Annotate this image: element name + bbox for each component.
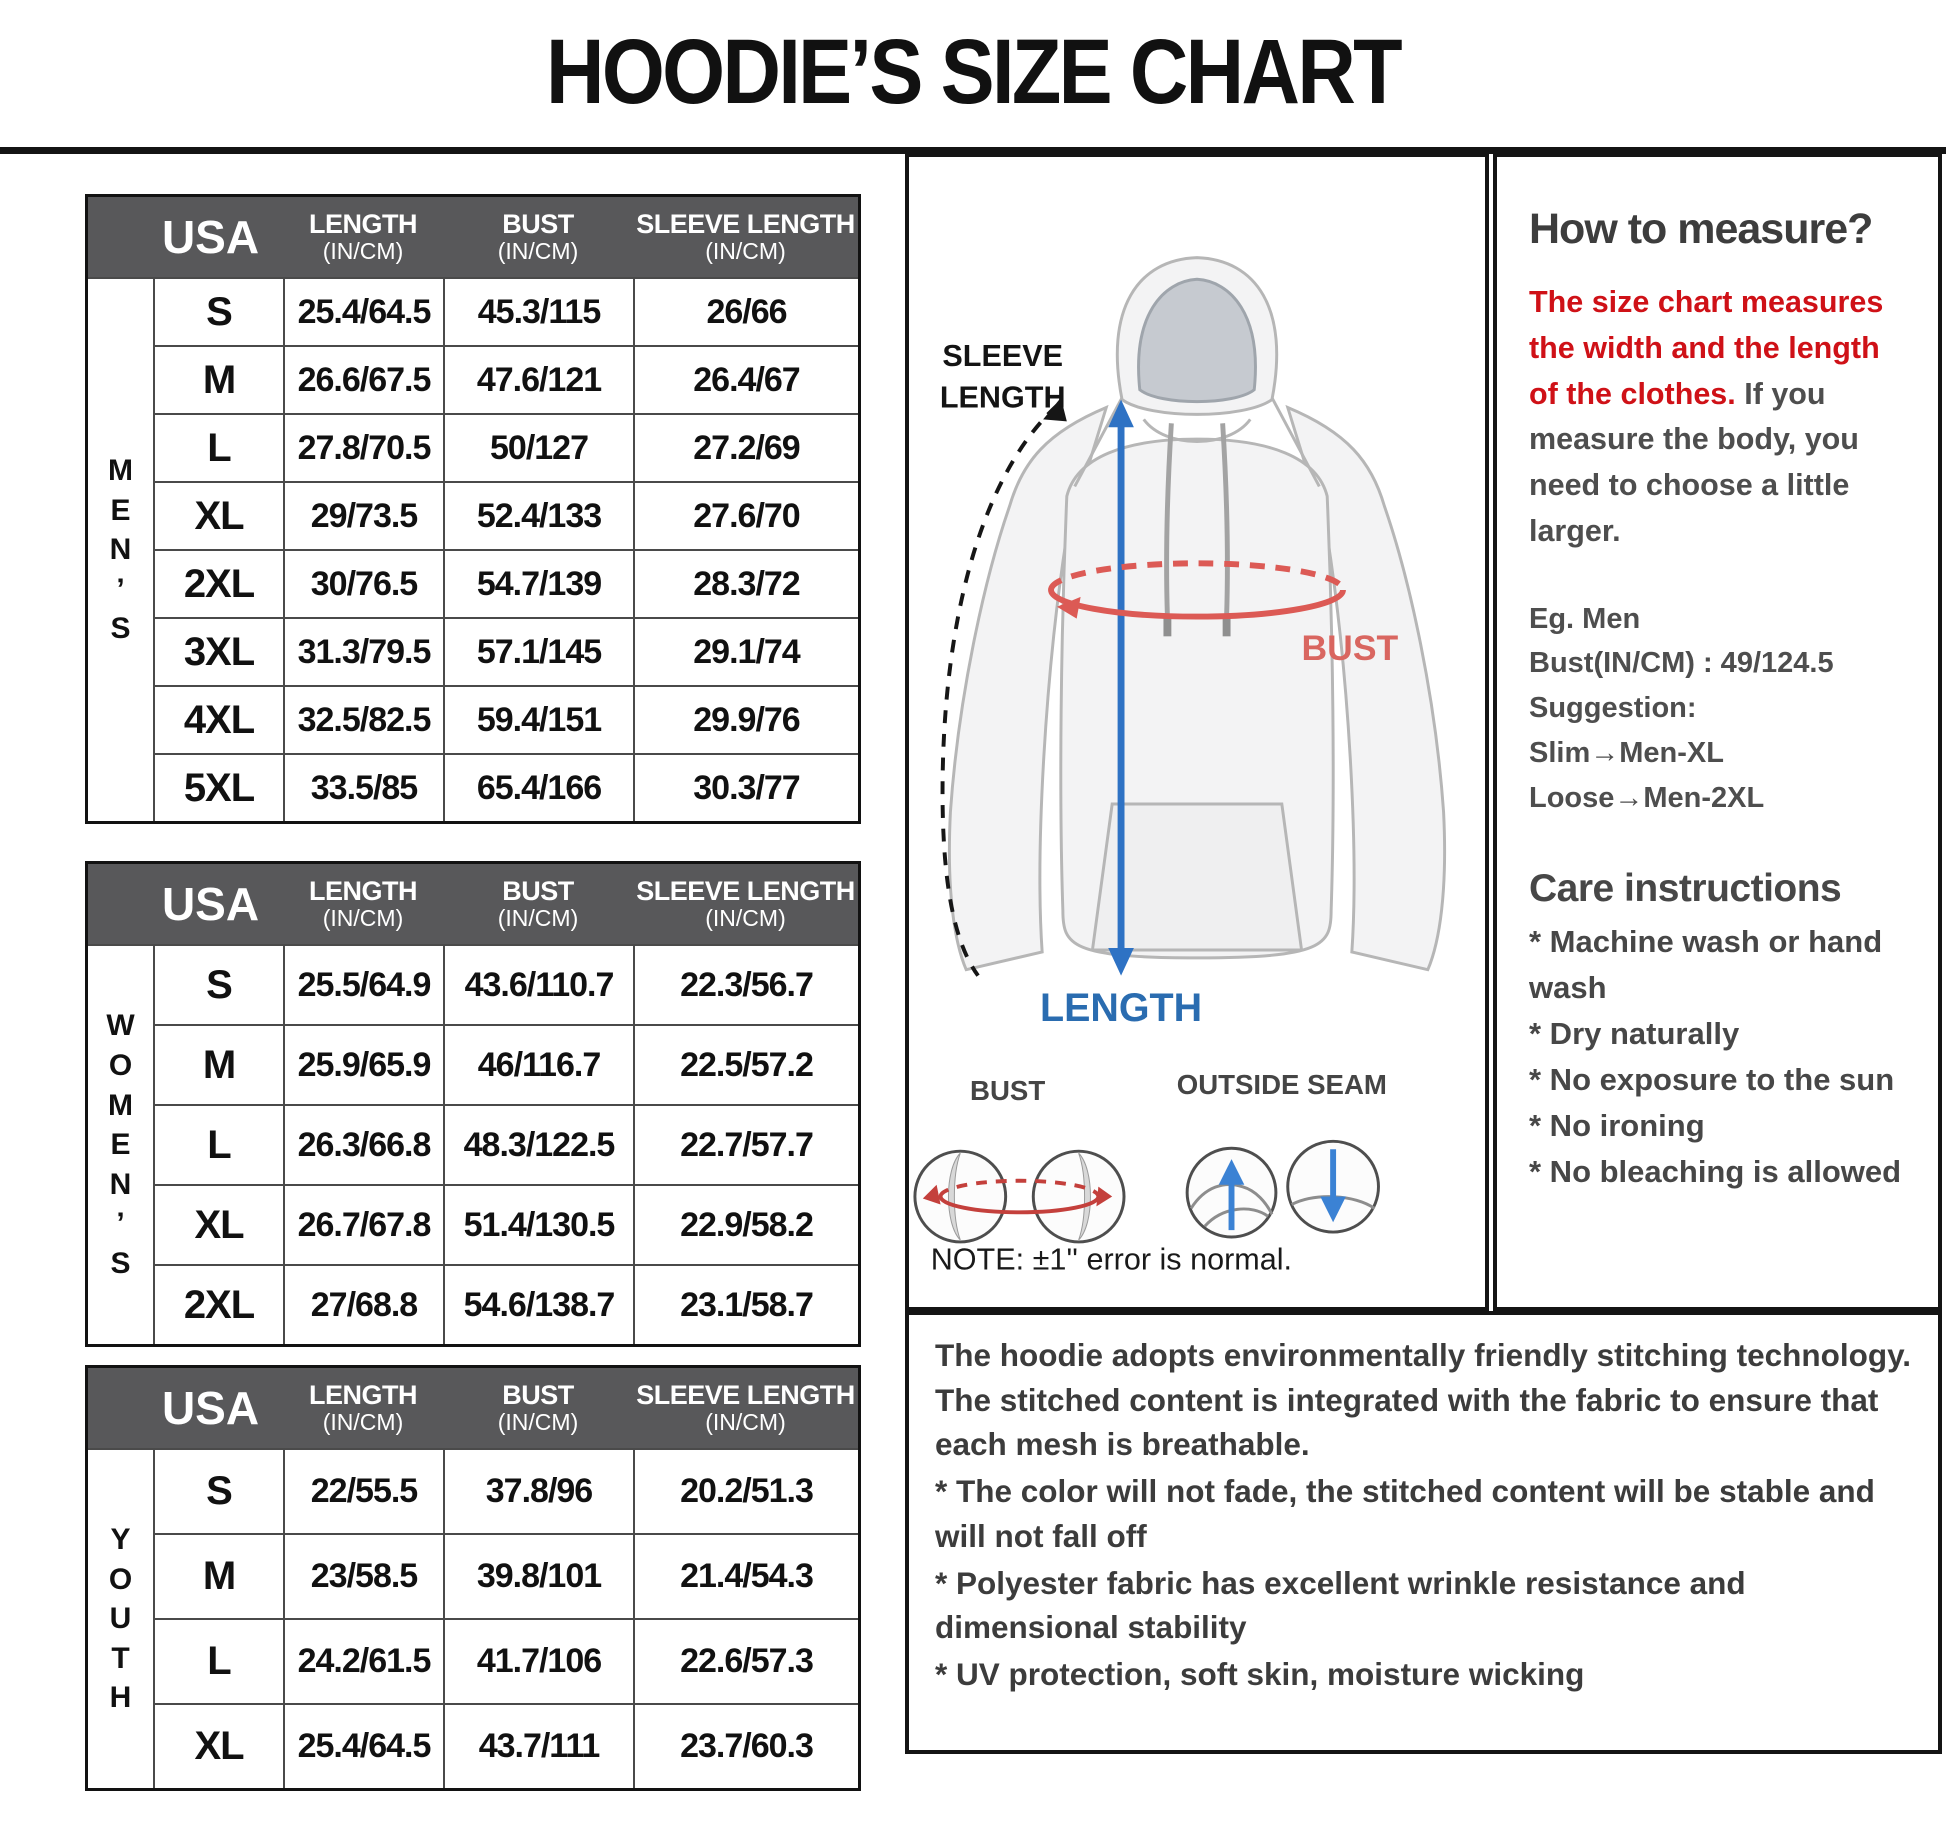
bust-cell: 37.8/96	[443, 1448, 633, 1533]
example-block	[1529, 597, 1914, 822]
group-letter: ’	[116, 572, 125, 606]
length-cell: 27/68.8	[283, 1264, 443, 1344]
size-cell: S	[153, 277, 283, 345]
header-bust-line1: BUST	[502, 876, 574, 906]
care-instructions-heading: Care instructions	[1529, 867, 1842, 911]
header-bust-line2: (IN/CM)	[497, 1409, 579, 1436]
tolerance-note: NOTE: ±1'' error is normal.	[930, 1242, 1293, 1277]
group-letter: M	[108, 1088, 133, 1122]
sleeve-cell: 20.2/51.3	[633, 1448, 858, 1533]
length-cell: 27.8/70.5	[283, 413, 443, 481]
size-cell: XL	[153, 481, 283, 549]
how-to-measure-panel	[1493, 153, 1942, 1311]
bust-cell: 52.4/133	[443, 481, 633, 549]
size-cell: M	[153, 1533, 283, 1618]
bust-icons-label: BUST	[970, 1074, 1046, 1106]
group-letter: S	[110, 1246, 131, 1280]
header-sleeve-line1: SLEEVE LENGTH	[636, 876, 855, 906]
header-length	[283, 210, 443, 264]
sleeve-cell: 26/66	[633, 277, 858, 345]
example-line: Bust(IN/CM) : 49/124.5	[1529, 647, 1834, 680]
header-usa: USA	[161, 878, 260, 930]
care-instructions-list	[1529, 919, 1914, 1194]
length-cell: 33.5/85	[283, 753, 443, 821]
sleeve-cell: 29.9/76	[633, 685, 858, 753]
bust-cell: 43.7/111	[443, 1703, 633, 1788]
sleeve-cell: 29.1/74	[633, 617, 858, 685]
header-length-line1: LENGTH	[309, 876, 417, 906]
size-cell: 4XL	[153, 685, 283, 753]
length-cell: 25.4/64.5	[283, 1703, 443, 1788]
header-bust	[443, 1381, 633, 1435]
bust-cell: 50/127	[443, 413, 633, 481]
header-length-line2: (IN/CM)	[322, 905, 404, 932]
group-letter: U	[109, 1602, 132, 1636]
length-cell: 25.4/64.5	[283, 277, 443, 345]
measure-paragraph	[1529, 280, 1914, 555]
group-letter: Y	[110, 1523, 131, 1557]
bust-cell: 41.7/106	[443, 1618, 633, 1703]
header-length-line1: LENGTH	[309, 209, 417, 239]
hoodie-illustration	[909, 157, 1485, 1307]
length-cell: 25.9/65.9	[283, 1024, 443, 1104]
length-label: LENGTH	[1039, 985, 1203, 1030]
bust-cell: 65.4/166	[443, 753, 633, 821]
sleeve-cell: 27.2/69	[633, 413, 858, 481]
length-cell: 32.5/82.5	[283, 685, 443, 753]
example-line: Eg. Men	[1529, 602, 1641, 635]
group-letter: E	[110, 493, 131, 527]
group-letter: ’	[116, 1207, 125, 1241]
group-letter: M	[108, 454, 133, 488]
length-cell: 26.7/67.8	[283, 1184, 443, 1264]
bust-label: BUST	[1301, 628, 1399, 668]
length-cell: 29/73.5	[283, 481, 443, 549]
womens-size-table	[85, 861, 861, 1347]
measure-gray-text: If you measure the body, you need to choose a little larger.	[1529, 376, 1859, 548]
page-title: HOODIE’S SIZE CHART	[546, 21, 1400, 123]
group-label	[88, 277, 153, 821]
size-cell: 3XL	[153, 617, 283, 685]
group-letter: N	[109, 533, 132, 567]
header-sleeve-line1: SLEEVE LENGTH	[636, 209, 855, 239]
care-item: * No bleaching is allowed	[1529, 1153, 1902, 1189]
group-letter: S	[110, 612, 131, 646]
how-to-measure-heading: How to measure?	[1529, 205, 1873, 253]
group-letter: O	[108, 1049, 133, 1083]
table-header-row	[88, 197, 858, 277]
size-cell: L	[153, 1618, 283, 1703]
table-header-row	[88, 864, 858, 944]
fabric-bullet: * UV protection, soft skin, moisture wicking	[935, 1656, 1585, 1693]
measurement-diagram-panel	[905, 153, 1489, 1311]
example-line: Slim→Men-XL	[1529, 737, 1724, 770]
group-letter: T	[111, 1641, 130, 1675]
bust-cell: 54.6/138.7	[443, 1264, 633, 1344]
sleeve-cell: 23.7/60.3	[633, 1703, 858, 1788]
header-length	[283, 1381, 443, 1435]
length-cell: 31.3/79.5	[283, 617, 443, 685]
sleeve-cell: 26.4/67	[633, 345, 858, 413]
header-bust-line2: (IN/CM)	[497, 905, 579, 932]
header-length	[283, 877, 443, 931]
bust-cell: 51.4/130.5	[443, 1184, 633, 1264]
group-letter: O	[108, 1562, 133, 1596]
header-sleeve	[633, 210, 858, 264]
care-item: * No ironing	[1529, 1107, 1705, 1143]
size-cell: S	[153, 1448, 283, 1533]
group-label	[88, 1448, 153, 1788]
header-sleeve-line2: (IN/CM)	[705, 1409, 786, 1436]
care-item: * Machine wash or hand wash	[1529, 924, 1883, 1006]
header-sleeve-line1: SLEEVE LENGTH	[636, 1380, 855, 1410]
length-cell: 22/55.5	[283, 1448, 443, 1533]
bust-cell: 54.7/139	[443, 549, 633, 617]
bust-cell: 45.3/115	[443, 277, 633, 345]
header-sleeve	[633, 877, 858, 931]
bust-cell: 57.1/145	[443, 617, 633, 685]
youth-size-table	[85, 1365, 861, 1791]
sleeve-cell: 23.1/58.7	[633, 1264, 858, 1344]
size-cell: M	[153, 345, 283, 413]
header-bust	[443, 877, 633, 931]
size-cell: S	[153, 944, 283, 1024]
length-cell: 26.6/67.5	[283, 345, 443, 413]
sleeve-cell: 22.6/57.3	[633, 1618, 858, 1703]
sleeve-cell: 27.6/70	[633, 481, 858, 549]
bust-cell: 48.3/122.5	[443, 1104, 633, 1184]
mens-size-table	[85, 194, 861, 824]
size-cell: XL	[153, 1703, 283, 1788]
group-label	[88, 944, 153, 1344]
sleeve-cell: 30.3/77	[633, 753, 858, 821]
fabric-description-text	[935, 1333, 1914, 1697]
length-cell: 24.2/61.5	[283, 1618, 443, 1703]
bust-cell: 46/116.7	[443, 1024, 633, 1104]
header-length-line1: LENGTH	[309, 1380, 417, 1410]
length-cell: 26.3/66.8	[283, 1104, 443, 1184]
outside-seam-icon	[1187, 1141, 1378, 1237]
size-cell: 2XL	[153, 549, 283, 617]
sleeve-cell: 22.9/58.2	[633, 1184, 858, 1264]
group-letter: N	[109, 1167, 132, 1201]
bust-cell: 39.8/101	[443, 1533, 633, 1618]
size-cell: 2XL	[153, 1264, 283, 1344]
bust-cell: 59.4/151	[443, 685, 633, 753]
table-body	[88, 277, 858, 821]
header-bust-line1: BUST	[502, 1380, 574, 1410]
sleeve-cell: 28.3/72	[633, 549, 858, 617]
sleeve-length-label-line1: SLEEVE	[942, 339, 1063, 374]
size-cell: L	[153, 413, 283, 481]
bust-cell: 47.6/121	[443, 345, 633, 413]
size-cell: M	[153, 1024, 283, 1104]
example-line: Suggestion:	[1529, 692, 1697, 725]
example-line: Loose→Men-2XL	[1529, 782, 1765, 815]
sleeve-length-label-line2: LENGTH	[939, 380, 1066, 415]
bust-measure-icon	[915, 1151, 1124, 1242]
care-item: * No exposure to the sun	[1529, 1061, 1895, 1097]
header-bust	[443, 210, 633, 264]
size-cell: L	[153, 1104, 283, 1184]
length-cell: 23/58.5	[283, 1533, 443, 1618]
size-cell: 5XL	[153, 753, 283, 821]
outside-seam-label: OUTSIDE SEAM	[1176, 1068, 1387, 1100]
fabric-description-panel	[905, 1311, 1942, 1754]
sleeve-cell: 22.5/57.2	[633, 1024, 858, 1104]
header-sleeve-line2: (IN/CM)	[705, 238, 786, 265]
sleeve-cell: 22.7/57.7	[633, 1104, 858, 1184]
fabric-bullet: * The color will not fade, the stitched content will be stable and will not fall off	[935, 1473, 1875, 1554]
sleeve-cell: 21.4/54.3	[633, 1533, 858, 1618]
table-body	[88, 1448, 858, 1788]
bust-cell: 43.6/110.7	[443, 944, 633, 1024]
length-cell: 25.5/64.9	[283, 944, 443, 1024]
table-header-row	[88, 1368, 858, 1448]
header-bust-line1: BUST	[502, 209, 574, 239]
header-length-line2: (IN/CM)	[322, 1409, 404, 1436]
group-letter: W	[106, 1009, 135, 1043]
care-item: * Dry naturally	[1529, 1015, 1740, 1051]
header-usa: USA	[161, 1382, 260, 1434]
measure-red-text: The size chart measures the width and the length of the clothes.	[1529, 285, 1884, 411]
group-letter: E	[110, 1128, 131, 1162]
fabric-bullet: * Polyester fabric has excellent wrinkle resistance and dimensional stability	[935, 1564, 1746, 1646]
size-cell: XL	[153, 1184, 283, 1264]
header-length-line2: (IN/CM)	[322, 238, 404, 265]
header-bust-line2: (IN/CM)	[497, 238, 579, 265]
group-letter: H	[109, 1681, 132, 1715]
table-body	[88, 944, 858, 1344]
header-usa: USA	[161, 211, 260, 263]
fabric-intro: The hoodie adopts environmentally friendly stitching technology. The stitched content is integrated with the fabric to ensure that each mesh is breathable.	[935, 1337, 1912, 1463]
header-sleeve	[633, 1381, 858, 1435]
header-sleeve-line2: (IN/CM)	[705, 905, 786, 932]
length-cell: 30/76.5	[283, 549, 443, 617]
sleeve-cell: 22.3/56.7	[633, 944, 858, 1024]
